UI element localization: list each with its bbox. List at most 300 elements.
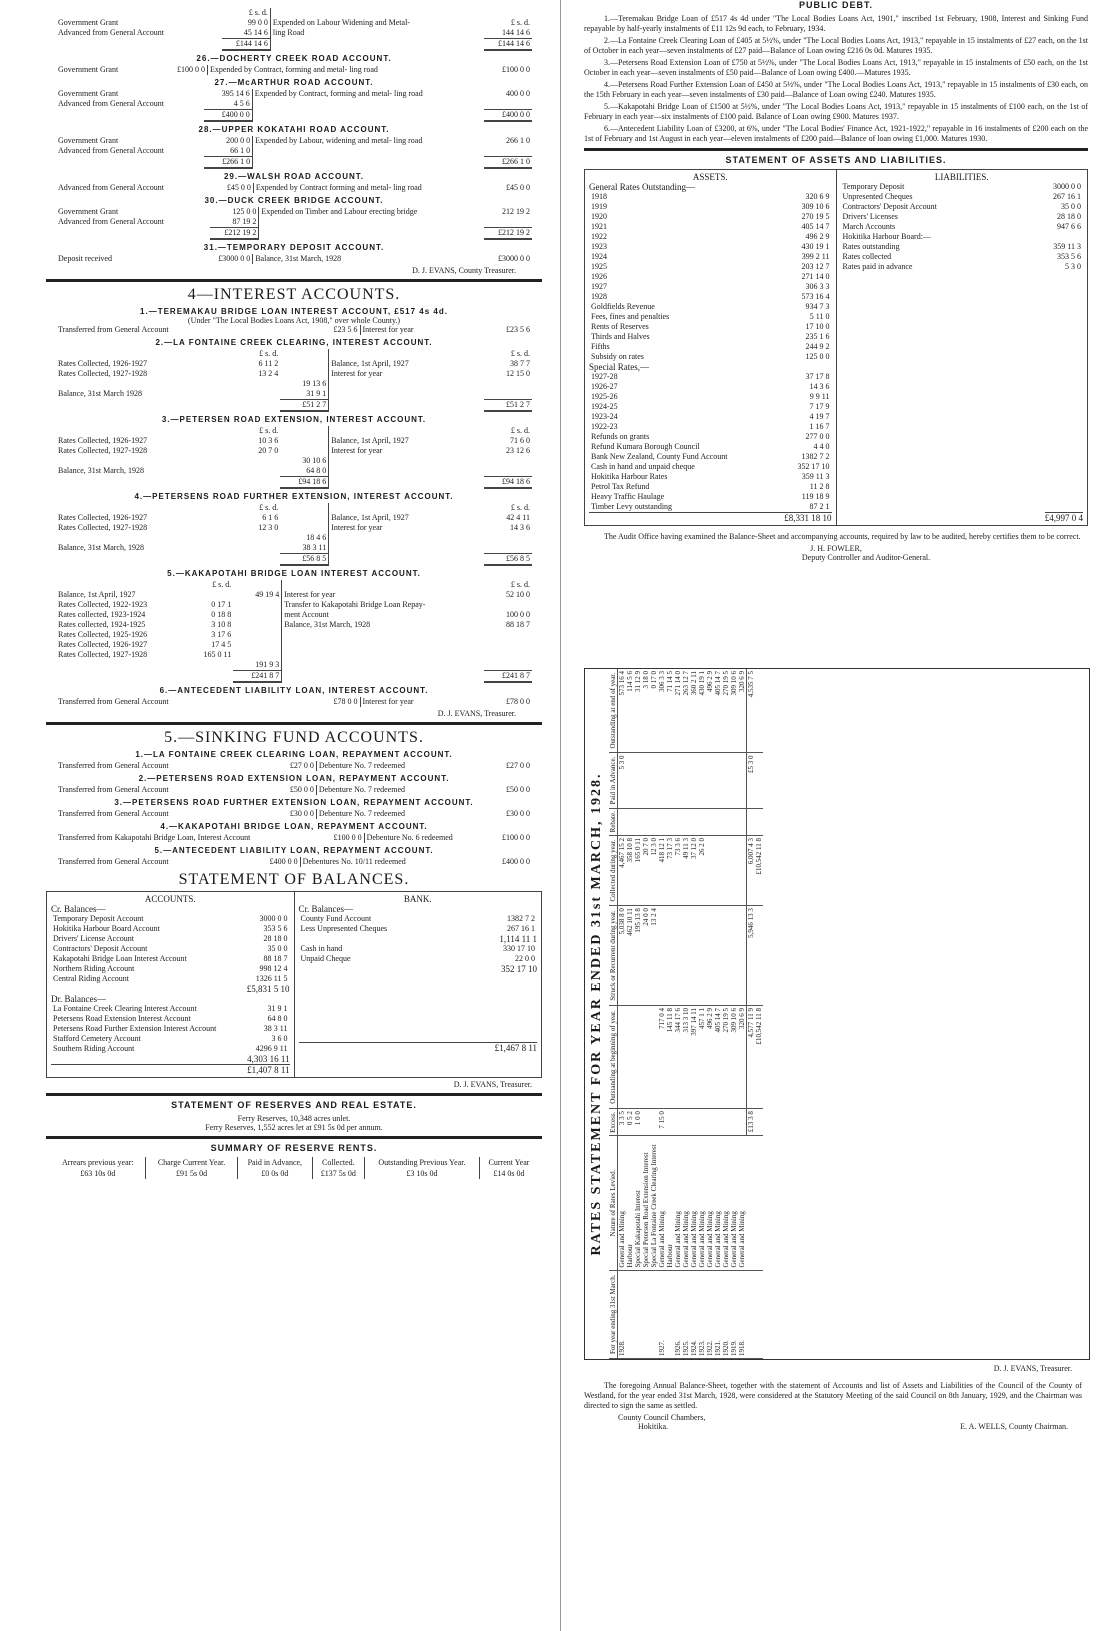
row-label: Goldfields Revenue xyxy=(591,302,655,311)
rates-cell xyxy=(634,808,642,835)
rates-cell xyxy=(642,1005,650,1108)
list-row xyxy=(299,924,538,934)
rates-row xyxy=(642,669,650,1359)
rates-row xyxy=(666,669,674,1359)
row-label xyxy=(56,456,232,466)
amount: 17 4 5 xyxy=(211,640,232,649)
rates-column-header: Nature of Rates Levied. xyxy=(609,1136,618,1270)
account-title: 27.—McARTHUR ROAD ACCOUNT. xyxy=(214,78,374,87)
account-title: 26.—DOCHERTY CREEK ROAD ACCOUNT. xyxy=(196,54,392,63)
account-title: 2.—LA FONTAINE CREEK CLEARING, INTEREST ACCOUNT. xyxy=(155,338,433,347)
spacer xyxy=(329,554,484,566)
assets-box xyxy=(584,169,1088,526)
dr-heading: Dr. Balances— xyxy=(51,994,106,1004)
place-line: Hokitika. xyxy=(638,1422,668,1431)
rates-cell xyxy=(714,753,722,808)
amount: 235 1 6 xyxy=(805,332,830,341)
row-label: Interest for year xyxy=(360,697,484,707)
amount: 35 0 0 xyxy=(267,944,288,953)
list-row xyxy=(589,212,832,222)
amount: 4 19 7 xyxy=(809,412,830,421)
spacer xyxy=(755,906,763,1006)
cash-net: 352 17 10 xyxy=(501,964,537,974)
amount xyxy=(280,369,329,379)
row-label xyxy=(56,533,232,543)
amount: 5 11 0 xyxy=(809,312,830,321)
rates-cell: General and Mining xyxy=(714,1136,722,1270)
row-label: Government Grant xyxy=(58,89,119,98)
rates-cell: General and Mining xyxy=(722,1136,730,1270)
row-label: Less Unpresented Cheques xyxy=(300,924,388,933)
rates-cell: 26 2 0 xyxy=(698,835,706,905)
rates-cell xyxy=(738,753,747,808)
rent-value: £0 0s 0d xyxy=(237,1168,312,1179)
row-label xyxy=(282,650,484,660)
row-label: 1927 xyxy=(591,282,607,291)
rates-cell: Harbour xyxy=(666,1136,674,1270)
account-30 xyxy=(56,196,532,240)
auditor-title: Deputy Controller and Auditor-General. xyxy=(801,553,931,562)
row-label: Transferred from General Account xyxy=(58,785,169,794)
row-label: Central Riding Account xyxy=(53,974,129,983)
list-row xyxy=(589,472,832,482)
row-label: Hokitika Harbour Board Account xyxy=(53,924,160,933)
spacer xyxy=(280,503,329,513)
rates-table xyxy=(609,669,763,1359)
list-row xyxy=(589,282,832,292)
rates-cell: 320 6 9 xyxy=(738,1005,747,1108)
rates-cell: 263 12 7 xyxy=(682,669,690,753)
amount: 353 5 6 xyxy=(263,924,288,933)
rates-cell xyxy=(706,906,714,1006)
closing-section xyxy=(578,1362,1088,1431)
rates-cell: 360 2 11 xyxy=(690,669,698,753)
total: £241 8 7 xyxy=(233,671,282,683)
rates-cell: 3 18 0 xyxy=(642,669,650,753)
rates-cell: 20 7 0 xyxy=(642,835,650,905)
rent-column-header: Paid in Advance, xyxy=(237,1157,312,1168)
rates-column-header: For year ending 31st March. xyxy=(609,1270,618,1358)
rates-cell xyxy=(690,1109,698,1136)
rates-cell xyxy=(626,753,634,808)
amount: £3000 0 0 xyxy=(218,254,251,263)
table-row xyxy=(56,630,532,640)
list-row xyxy=(841,192,1084,202)
row-label: Balance, 31st March, 1928 xyxy=(58,543,144,552)
amount: 38 7 7 xyxy=(510,359,530,368)
total: £212 19 2 xyxy=(210,228,259,240)
rates-cell xyxy=(666,906,674,1006)
table-row xyxy=(56,523,532,533)
auditor-name: J. H. FOWLER, xyxy=(810,544,862,553)
row-label: Balance, 1st April, 1927 xyxy=(329,359,484,369)
rates-cell: General and Mining xyxy=(682,1136,690,1270)
amount: 270 19 5 xyxy=(801,212,830,221)
rates-cell: 7 15 0 xyxy=(658,1109,666,1136)
account-29 xyxy=(56,172,532,193)
list-row xyxy=(589,222,832,232)
liabilities-side xyxy=(837,170,1088,525)
rent-column-header: Outstanding Previous Year. xyxy=(364,1157,479,1168)
row-label xyxy=(329,389,484,400)
account-title: 31.—TEMPORARY DEPOSIT ACCOUNT. xyxy=(203,243,385,252)
rates-cell: 1925. xyxy=(682,1270,690,1358)
amount xyxy=(233,650,282,660)
amount xyxy=(233,600,282,610)
row-label: Unpresented Cheques xyxy=(842,192,913,201)
amount xyxy=(484,650,532,660)
rates-cell xyxy=(714,906,722,1006)
rates-column-header: Rebate. xyxy=(609,808,618,835)
rates-cell: 457 1 1 xyxy=(698,1005,706,1108)
row-label: Balance, 31st March, 1928 xyxy=(58,466,144,475)
table-row xyxy=(56,610,532,620)
amount: 306 3 3 xyxy=(805,282,830,291)
rates-cell xyxy=(714,1109,722,1136)
account-title: 5.—ANTECEDENT LIABILITY LOAN, REPAYMENT ACCOUNT. xyxy=(154,846,434,855)
row-label: Bank New Zealand, County Fund Account xyxy=(591,452,728,461)
amount: £30 0 0 xyxy=(289,809,314,818)
spacer xyxy=(185,671,233,683)
signature: D. J. EVANS, County Treasurer. xyxy=(412,266,516,275)
row-label: 1922-23 xyxy=(591,422,618,431)
amount xyxy=(233,610,282,620)
rates-cell: 114 5 6 xyxy=(626,669,634,753)
total: £241 8 7 xyxy=(484,671,532,683)
amount: 45 14 6 xyxy=(243,28,268,37)
rents-heading: SUMMARY OF RESERVE RENTS. xyxy=(210,1143,378,1153)
amount: 0 17 1 xyxy=(211,600,232,609)
spacer xyxy=(232,477,280,489)
row-label: Rates Collected, 1927-1928 xyxy=(58,523,148,532)
amount xyxy=(233,640,282,650)
spacer xyxy=(755,1109,763,1136)
section-rule xyxy=(46,1093,542,1096)
sinking-account xyxy=(56,846,532,867)
amount: 88 18 7 xyxy=(506,620,530,629)
rates-row xyxy=(682,669,690,1359)
amount xyxy=(185,590,233,600)
row-label: Transferred from General Account xyxy=(58,697,169,706)
row-label: Subsidy on rates xyxy=(591,352,644,361)
amount: 100 0 0 xyxy=(506,610,530,619)
spacer xyxy=(329,400,484,412)
rates-cell: 496 2 9 xyxy=(706,669,714,753)
cr-total: £5,831 5 10 xyxy=(246,984,290,994)
spacer xyxy=(233,580,282,590)
audit-certificate: The Audit Office having examined the Balance-Sheet and accompanying accounts, required by law to be audited, hereby certifies them to be correct. xyxy=(604,532,1081,541)
amount: £23 5 6 xyxy=(333,325,358,334)
row-label: Temporary Deposit xyxy=(842,182,905,191)
rates-cell: 1926. xyxy=(674,1270,682,1358)
rates-cell xyxy=(730,753,738,808)
section-heading: STATEMENT OF BALANCES. xyxy=(178,871,410,888)
row-label xyxy=(56,660,185,671)
rates-grand-row xyxy=(755,669,763,1359)
sinking-account xyxy=(56,798,532,819)
amount: 99 0 0 xyxy=(247,18,268,27)
row-label: Rates outstanding xyxy=(842,242,900,251)
rent-value: £91 5s 0d xyxy=(146,1168,237,1179)
list-row xyxy=(589,402,832,412)
rates-cell xyxy=(626,808,634,835)
cr-heading: Cr. Balances— xyxy=(51,904,106,914)
rates-outstanding-heading: General Rates Outstanding— xyxy=(589,182,695,192)
row-label: Drivers' License Account xyxy=(53,934,134,943)
amount: 6 1 6 xyxy=(262,513,279,522)
amount: 88 18 7 xyxy=(263,954,288,963)
amount: 119 18 9 xyxy=(801,492,830,501)
amount: 4 5 6 xyxy=(233,99,250,108)
amount: 3 17 6 xyxy=(211,630,232,639)
amount: 271 14 0 xyxy=(801,272,830,281)
rates-cell: 358 10 8 xyxy=(626,835,634,905)
amount xyxy=(484,389,532,400)
rates-title: RATES STATEMENT FOR YEAR ENDED 31st MARCH, 1928. xyxy=(589,772,604,1256)
rates-cell: 5 3 0 xyxy=(618,753,627,808)
assets-col-heading: ASSETS. xyxy=(692,172,728,182)
row-label: Advanced from General Account xyxy=(58,183,164,192)
rates-cell: General and Mining xyxy=(674,1136,682,1270)
rates-row xyxy=(650,669,658,1359)
amount: 1 16 7 xyxy=(809,422,830,431)
right-column xyxy=(578,0,1094,1631)
rates-column-header: Excess. xyxy=(609,1109,618,1136)
list-row xyxy=(299,914,538,924)
amount: 496 2 9 xyxy=(805,232,830,241)
reserves-line: Ferry Reserves, 10,348 acres unlet. xyxy=(237,1114,351,1123)
liabilities-total: £4,997 0 4 xyxy=(1044,513,1083,523)
rates-cell xyxy=(650,1005,658,1108)
rates-total: 6,007 4 3 xyxy=(747,835,756,905)
amount: 28 18 0 xyxy=(1057,212,1081,221)
rates-cell xyxy=(730,808,738,835)
section-heading: 4—INTEREST ACCOUNTS. xyxy=(187,286,401,303)
interest-account-2 xyxy=(56,338,532,412)
spacer xyxy=(282,671,484,683)
table-row xyxy=(56,650,532,660)
rates-column-header: Outstanding at beginning of year. xyxy=(609,1005,618,1108)
account-title: 2.—PETERSENS ROAD EXTENSION LOAN, REPAYMENT ACCOUNT. xyxy=(138,774,450,783)
row-label: Rates Collected, 1926-1927 xyxy=(58,640,148,649)
amount: 352 17 10 xyxy=(797,462,830,471)
list-row xyxy=(299,944,538,954)
row-label: Balance, 31st March, 1928 xyxy=(253,254,484,264)
rates-row xyxy=(738,669,747,1359)
money-header: £ s. d. xyxy=(510,503,530,512)
rates-cell: Special Kakapotahi Interest xyxy=(634,1136,642,1270)
list-row xyxy=(589,392,832,402)
rates-cell xyxy=(706,1109,714,1136)
amount xyxy=(484,600,532,610)
accounts-heading: ACCOUNTS. xyxy=(144,894,196,904)
row-label: 1927-28 xyxy=(591,372,618,381)
list-row xyxy=(589,412,832,422)
rates-cell: 73 3 6 xyxy=(674,835,682,905)
amount: 309 10 6 xyxy=(801,202,830,211)
spacer xyxy=(329,477,484,489)
account-28 xyxy=(56,125,532,169)
list-row xyxy=(589,382,832,392)
debt-paragraph: 1.—Teremakau Bridge Loan of £517 4s 4d under "The Local Bodies Loans Act, 1901," inscribed 1st February, 1908, Interest and Sinking Fund repayable by half-yearly instalments of £11 12s 9d each, to February, 1934. xyxy=(584,14,1088,33)
amount: 998 12 4 xyxy=(259,964,288,973)
amount: 353 5 6 xyxy=(1057,252,1081,261)
amount: 38 3 11 xyxy=(302,543,327,552)
rates-cell: General and Mining xyxy=(690,1136,698,1270)
table-row xyxy=(56,359,532,369)
row-label: Stafford Cemetery Account xyxy=(53,1034,141,1043)
amount: £27 0 0 xyxy=(289,761,314,770)
amount: 17 10 0 xyxy=(805,322,830,331)
table-row xyxy=(56,389,532,400)
interest-account-3 xyxy=(56,415,532,489)
amount: 212 19 2 xyxy=(502,207,530,216)
row-label: Government Grant xyxy=(58,136,119,145)
rates-cell: 418 12 1 xyxy=(658,835,666,905)
total: £56 8 5 xyxy=(280,554,329,566)
row-label: Transfer to Kakapotahi Bridge Loan Repay- xyxy=(282,600,484,610)
row-label: Northern Riding Account xyxy=(53,964,135,973)
rates-cell xyxy=(714,835,722,905)
rates-column-header: Struck or Recurrent during year. xyxy=(609,906,618,1006)
amount: 359 11 3 xyxy=(801,472,830,481)
row-label: Government Grant xyxy=(58,65,119,74)
list-row xyxy=(51,934,290,944)
rates-cell xyxy=(706,808,714,835)
rates-cell xyxy=(682,753,690,808)
row-label: Rates Collected, 1926-1927 xyxy=(58,359,148,368)
rates-row xyxy=(690,669,698,1359)
spacer xyxy=(282,580,484,590)
amount xyxy=(280,359,329,369)
row-label: Balance, 31st March 1928 xyxy=(58,389,142,398)
row-label xyxy=(329,466,484,477)
amount xyxy=(484,630,532,640)
table-row xyxy=(56,640,532,650)
rates-total: 4,577 11 9 xyxy=(747,1005,756,1108)
rent-value: £3 10s 0d xyxy=(364,1168,479,1179)
spacer xyxy=(232,400,280,412)
account-title: 29.—WALSH ROAD ACCOUNT. xyxy=(223,172,365,181)
spacer xyxy=(56,477,232,489)
rates-cell xyxy=(674,753,682,808)
account-title: 1.—LA FONTAINE CREEK CLEARING LOAN, REPAYMENT ACCOUNT. xyxy=(135,750,453,759)
signature: D. J. EVANS, Treasurer. xyxy=(993,1364,1072,1373)
list-row xyxy=(51,1014,290,1024)
rates-cell xyxy=(698,808,706,835)
amount: 6 11 2 xyxy=(258,359,279,368)
rates-cell xyxy=(738,1109,747,1136)
rates-cell: 145 11 8 xyxy=(666,1005,674,1108)
assets-total: £8,331 18 10 xyxy=(589,512,832,523)
list-row xyxy=(51,924,290,934)
rates-total xyxy=(747,808,756,835)
amount xyxy=(484,543,532,554)
amount: 37 17 8 xyxy=(805,372,830,381)
amount: 87 2 1 xyxy=(809,502,830,511)
amount: 144 14 6 xyxy=(502,28,530,37)
list-row xyxy=(589,322,832,332)
rates-cell: 1918. xyxy=(738,1270,747,1358)
amount: 267 16 1 xyxy=(507,924,535,933)
rates-cell xyxy=(738,808,747,835)
row-label: Contractors' Deposit Account xyxy=(53,944,148,953)
rates-cell xyxy=(650,1270,658,1358)
amount: 10 3 6 xyxy=(258,436,279,445)
rent-column-header: Collected. xyxy=(313,1157,365,1168)
spacer xyxy=(747,1270,756,1358)
spacer xyxy=(329,349,484,359)
rates-cell: 24 0 0 xyxy=(642,906,650,1006)
row-label: Expended by Contract forming and metal- ling road xyxy=(253,183,484,193)
amount: 320 6 9 xyxy=(805,192,830,201)
amount: 200 0 0 xyxy=(226,136,251,145)
amount: 49 19 4 xyxy=(255,590,280,599)
row-label: Transferred from General Account xyxy=(58,857,169,866)
rates-cell: 430 19 1 xyxy=(698,669,706,753)
amount: 22 0 0 xyxy=(515,954,535,963)
row-label: Expended on Timber and Labour erecting bridge xyxy=(259,207,484,228)
list-row xyxy=(589,482,832,492)
account-27 xyxy=(56,78,532,122)
total: £56 8 5 xyxy=(484,554,532,566)
row-label: Government Grant xyxy=(58,207,119,216)
sinking-account xyxy=(56,774,532,795)
row-label: 1926-27 xyxy=(591,382,618,391)
row-label: Deposit received xyxy=(58,254,112,263)
rates-cell: 31 12 9 xyxy=(634,669,642,753)
amount: 38 3 11 xyxy=(263,1024,288,1033)
rates-cell: 195 13 8 xyxy=(634,906,642,1006)
rates-cell: 73 17 3 xyxy=(666,835,674,905)
spacer xyxy=(329,503,484,513)
amount: 203 12 7 xyxy=(801,262,830,271)
money-header: £ s. d. xyxy=(212,580,232,589)
amount: £100 0 0 xyxy=(502,833,530,842)
total: £51 2 7 xyxy=(484,400,532,412)
special-rates-heading: Special Rates,— xyxy=(589,362,649,372)
rates-cell: 573 16 4 xyxy=(618,669,627,753)
total: £266 1 0 xyxy=(204,157,253,169)
amount xyxy=(484,456,532,466)
spacer xyxy=(280,426,329,436)
amount: 12 3 0 xyxy=(258,523,279,532)
rates-cell xyxy=(642,1109,650,1136)
rates-cell: 49 11 3 xyxy=(682,835,690,905)
amount: 7 17 9 xyxy=(809,402,830,411)
account-subtitle: (Under "The Local Bodies Loans Act, 1908," over whole County.) xyxy=(187,316,401,325)
amount: £400 0 0 xyxy=(502,857,530,866)
amount: 1382 7 2 xyxy=(507,914,535,923)
spacer xyxy=(56,671,185,683)
amount: 14 3 6 xyxy=(510,523,530,532)
rates-cell xyxy=(722,1109,730,1136)
amount: 4296 9 11 xyxy=(255,1044,288,1053)
list-row xyxy=(589,352,832,362)
money-header: £ s. d. xyxy=(248,8,268,17)
row-label: Refunds on grants xyxy=(591,432,650,441)
accounts-total: £1,407 8 11 xyxy=(51,1064,290,1075)
list-row xyxy=(589,442,832,452)
column-divider xyxy=(560,0,561,1631)
amount: £100 0 0 xyxy=(502,65,530,74)
row-label: Debentures No. 10/11 redeemed xyxy=(300,857,484,867)
row-label: 1923-24 xyxy=(591,412,618,421)
amount xyxy=(280,523,329,533)
rates-cell: Special Petersen Road Extension Interest xyxy=(642,1136,650,1270)
rates-cell xyxy=(682,906,690,1006)
dr-total: 4,303 16 11 xyxy=(247,1054,290,1064)
